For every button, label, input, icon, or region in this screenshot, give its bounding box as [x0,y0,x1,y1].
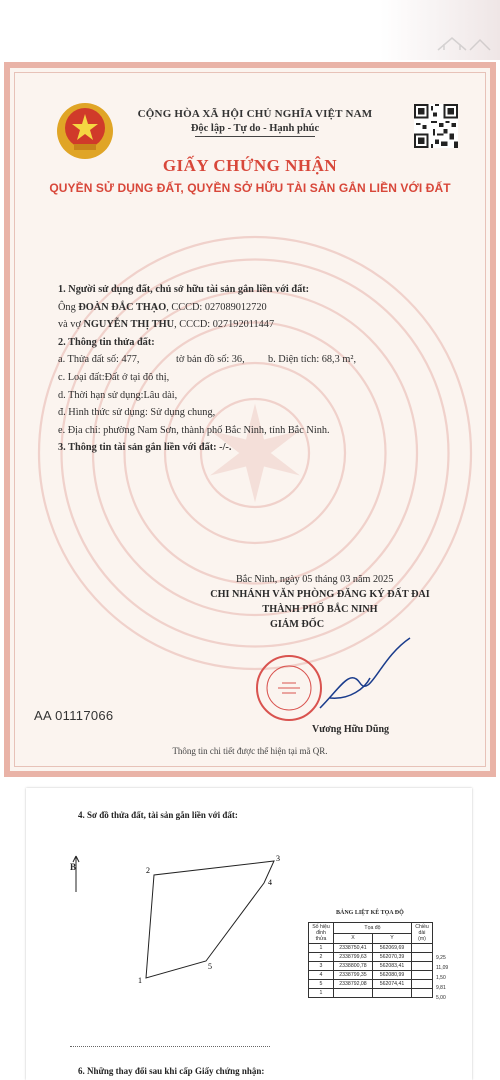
table-row [309,980,433,989]
certificate-page-2 [26,788,472,1080]
owner-name: ĐOÀN ĐẮC THẠO [78,301,167,313]
distance-value: 11,09 [436,965,449,971]
dotted-divider [70,1046,270,1047]
point-label-3: 3 [276,854,280,863]
distance-value: 9,81 [436,985,446,991]
distance-value: 9,25 [436,955,446,961]
cell: 2338799,35 [334,971,373,980]
signing-date: Bắc Ninh, ngày 05 tháng 03 năm 2025 [236,574,394,585]
top-strip [0,0,500,60]
cell: 4 [309,971,334,980]
spouse-prefix: và vợ [58,319,81,331]
usage-term: d. Thời hạn sử dụng:Lâu dài, [58,389,178,401]
certificate-serial: AA 01117066 [34,708,114,723]
cell: 2 [309,953,334,962]
table-row [309,962,433,971]
point-label-1: 1 [138,976,142,985]
distance-column [436,953,448,1003]
cell: 562070,39 [373,953,412,962]
parcel-area: b. Diện tích: 68,3 m², [268,354,357,366]
parcel-line [58,351,478,369]
cell [412,980,433,989]
spouse-id: , CCCD: 027192011447 [174,319,275,331]
col-coords: Tọa độ [334,923,412,934]
changes-heading: 6. Những thay đổi sau khi cấp Giấy chứng nhận: [78,1066,265,1076]
watermark-house-icon [434,30,494,52]
table-row [309,989,433,998]
qr-note: Thông tin chi tiết được thể hiện tại mã QR. [172,746,328,756]
cell: 562083,41 [373,962,412,971]
col-x: X [334,933,373,944]
owner-prefix: Ông [58,301,76,313]
col-y: Y [373,933,412,944]
land-type: c. Loại đất:Đất ở tại đô thị, [58,371,170,383]
cell: 2338792,08 [334,980,373,989]
motto: Độc lập - Tự do - Hạnh phúc [190,123,320,134]
point-label-4: 4 [268,878,272,887]
parcel-diagram-title: 4. Sơ đồ thửa đất, tài sản gắn liền với đất: [78,810,238,820]
certificate-subtitle: QUYỀN SỬ DỤNG ĐẤT, QUYỀN SỞ HỮU TÀI SẢN GẮN LIỀN VỚI ĐẤT [49,181,451,195]
col-point: Số hiệu đỉnh thửa [309,923,334,944]
cell [334,989,373,998]
national-header [110,108,400,137]
cell [412,953,433,962]
cell: 2338750,41 [334,944,373,953]
point-label-2: 2 [146,866,150,875]
national-emblem-icon [54,100,116,162]
section2-heading: 2. Thông tin thửa đất: [58,336,155,348]
cell [412,944,433,953]
signer-position: GIÁM ĐỐC [270,619,325,630]
cell [412,989,433,998]
signer-name: Vương Hữu Dũng [312,724,390,735]
section3-heading: 3. Thông tin tài sản gắn liền với đất: -/-. [58,442,232,454]
issuing-office: CHI NHÁNH VĂN PHÒNG ĐĂNG KÝ ĐẤT ĐAI [210,589,430,600]
certificate-title: GIẤY CHỨNG NHẬN [162,156,338,175]
cell: 3 [309,962,334,971]
coordinate-table-title: BẢNG LIỆT KÊ TỌA ĐỘ [336,910,404,916]
parcel-boundary [146,861,274,978]
usage-form: đ. Hình thức sử dụng: Sử dụng chung, [58,407,216,419]
cell: 5 [309,980,334,989]
parcel-address: e. Địa chỉ: phường Nam Sơn, thành phố Bắc Ninh, tỉnh Bắc Ninh. [58,424,330,436]
spouse-name: NGUYỄN THỊ THU [83,319,175,331]
point-label-5: 5 [208,962,212,971]
table-row [309,971,433,980]
cell: 562074,41 [373,980,412,989]
parcel-number: a. Thửa đất số: 477, [58,354,140,366]
cell [412,971,433,980]
north-label: B [70,862,77,872]
cell [412,962,433,971]
parcel-plot [116,843,306,993]
issuing-city: THÀNH PHỐ BẮC NINH [262,604,378,615]
cell: 1 [309,944,334,953]
cell: 562080,99 [373,971,412,980]
spouse-line [58,316,478,334]
owner-line [58,299,478,317]
qr-code-icon[interactable] [414,104,458,148]
col-length: Chiều dài (m) [412,923,433,944]
cell: 2338799,63 [334,953,373,962]
north-arrow-icon [70,854,82,894]
certificate-page [4,62,496,777]
signing-block [190,574,450,630]
signature-icon [310,628,420,728]
coordinate-table [308,922,433,998]
cell: 2338800,78 [334,962,373,971]
certificate-body [58,281,478,457]
distance-value: 5,00 [436,995,446,1001]
motto-underline [195,136,315,137]
section1-heading: 1. Người sử dụng đất, chủ sở hữu tài sản gắn liền với đất: [58,284,310,295]
owner-id: , CCCD: 027089012720 [166,301,267,313]
map-sheet: tờ bản đồ số: 36, [176,354,245,366]
distance-value: 1,50 [436,975,446,981]
cell: 1 [309,989,334,998]
cell [373,989,412,998]
table-row [309,944,433,953]
table-row [309,953,433,962]
nation-name: CỘNG HÒA XÃ HỘI CHỦ NGHĨA VIỆT NAM [137,108,373,120]
cell: 562069,69 [373,944,412,953]
